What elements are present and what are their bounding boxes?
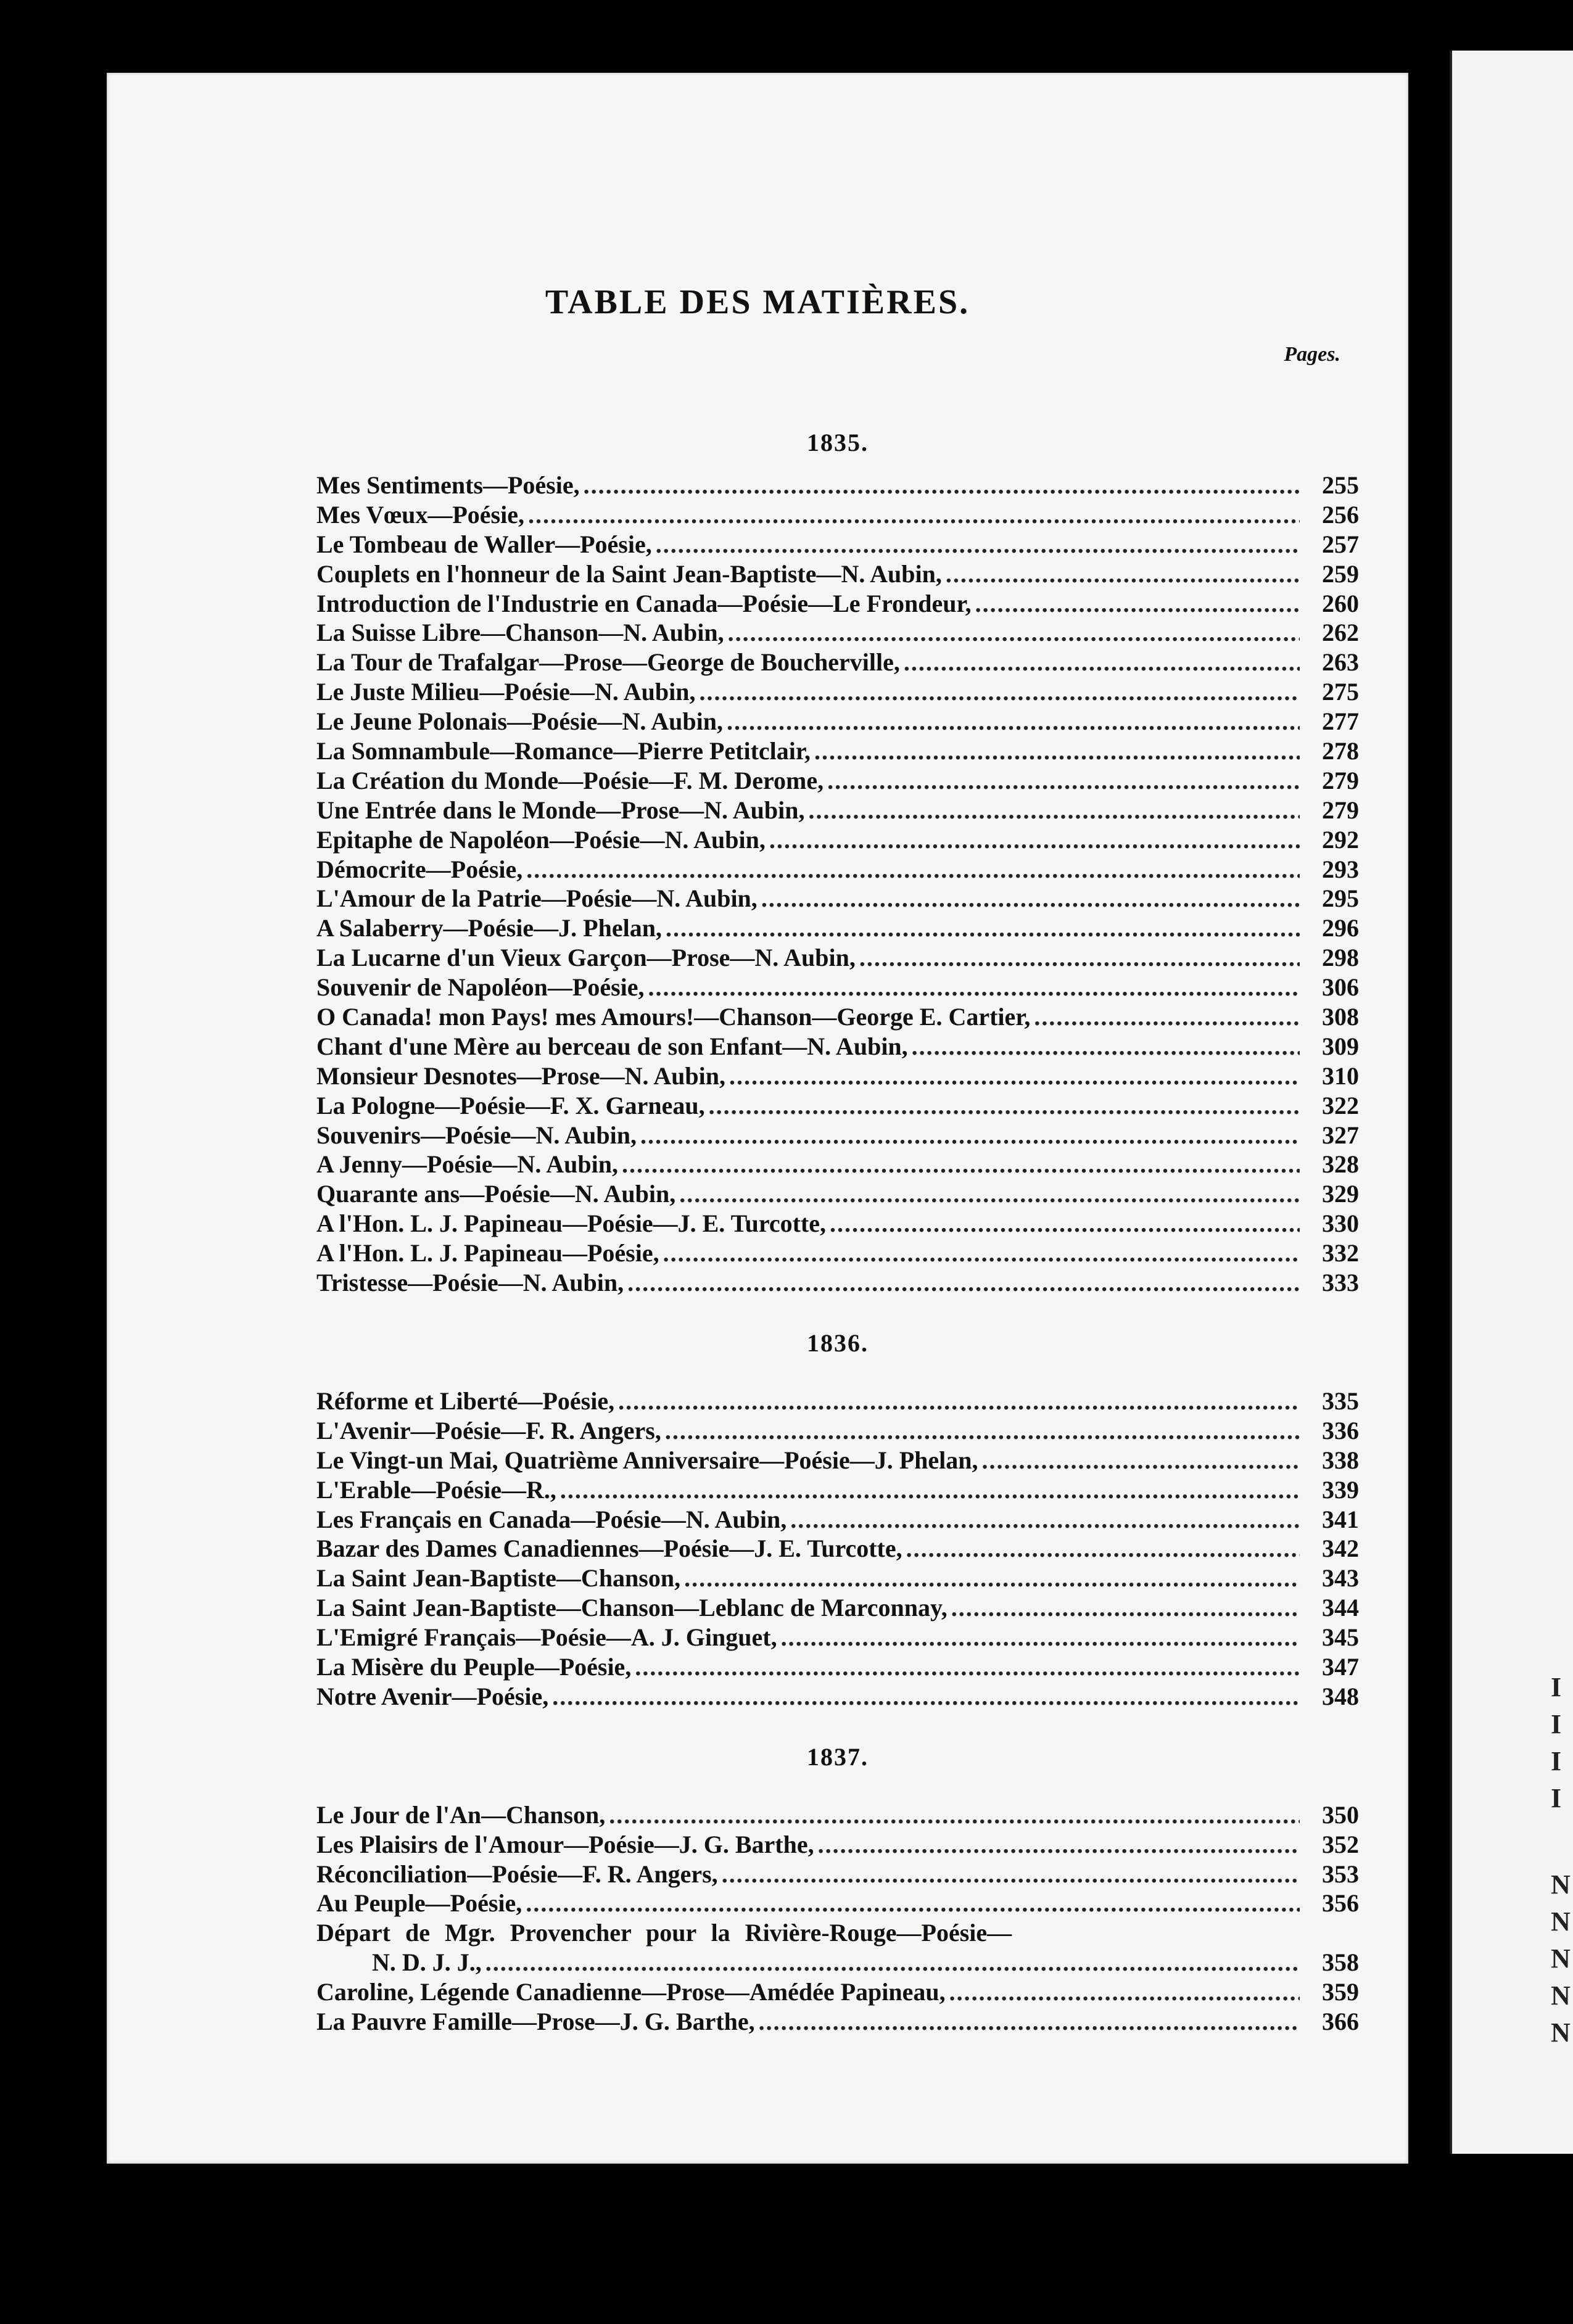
dot-leader	[627, 1268, 1300, 1298]
entry-page-number: 348	[1322, 1682, 1359, 1710]
toc-entry	[316, 1830, 1359, 1860]
entry-page-number: 330	[1322, 1209, 1359, 1238]
entry-page-number: 263	[1322, 648, 1359, 677]
entry-page-number: 339	[1322, 1475, 1359, 1504]
dot-leader	[684, 1564, 1300, 1593]
entry-title: Réforme et Liberté—Poésie,	[316, 1387, 615, 1415]
entry-title: Les Plaisirs de l'Amour—Poésie—J. G. Barthe,	[316, 1830, 814, 1858]
entry-page-number: 309	[1322, 1032, 1359, 1060]
entry-page-number: 308	[1322, 1003, 1359, 1031]
dot-leader	[781, 1623, 1300, 1652]
entry-title: Souvenir de Napoléon—Poésie,	[316, 973, 645, 1002]
dot-leader	[618, 1387, 1300, 1416]
toc-entry	[316, 471, 1359, 500]
toc-entry	[316, 1682, 1359, 1712]
dot-leader	[665, 1416, 1300, 1446]
entry-page-number: 344	[1322, 1594, 1359, 1622]
entry-page-number: 328	[1322, 1150, 1359, 1179]
dot-leader	[946, 559, 1300, 589]
entry-page-number: 277	[1322, 707, 1359, 736]
dot-leader	[552, 1682, 1300, 1712]
toc-entry	[316, 1032, 1359, 1061]
pages-column-heading: Pages.	[1284, 343, 1340, 366]
toc-entry	[316, 618, 1359, 648]
entry-page-number: 345	[1322, 1623, 1359, 1652]
entry-title-continuation: N. D. J. J.,	[372, 1948, 482, 1977]
adjacent-page-letter: I	[1551, 1672, 1562, 1702]
entry-page-number: 341	[1322, 1505, 1359, 1533]
toc-entry	[316, 1446, 1359, 1475]
entry-title: La Saint Jean-Baptiste—Chanson,	[316, 1564, 681, 1593]
entry-page-number: 329	[1322, 1180, 1359, 1208]
section-year: 1836.	[807, 1329, 869, 1357]
entry-page-number: 322	[1322, 1091, 1359, 1119]
dot-leader	[951, 1593, 1300, 1623]
entry-title: Quarante ans—Poésie—N. Aubin,	[316, 1180, 676, 1208]
entry-title: L'Emigré Français—Poésie—A. J. Ginguet,	[316, 1623, 777, 1652]
toc-entry	[316, 1623, 1359, 1652]
section-entries	[316, 1800, 1359, 2037]
entry-page-number: 343	[1322, 1564, 1359, 1593]
adjacent-page-letter: I	[1551, 1783, 1562, 1813]
adjacent-page-letter: I	[1551, 1709, 1562, 1739]
dot-leader	[906, 1534, 1300, 1564]
toc-entry	[316, 796, 1359, 825]
entry-title: Le Juste Milieu—Poésie—N. Aubin,	[316, 678, 696, 706]
dot-leader	[526, 1889, 1300, 1918]
entry-page-number: 353	[1322, 1860, 1359, 1888]
entry-title: Mes Vœux—Poésie,	[316, 500, 524, 529]
section-year: 1835.	[807, 429, 869, 456]
dot-leader	[769, 825, 1300, 855]
entry-title: Monsieur Desnotes—Prose—N. Aubin,	[316, 1061, 726, 1090]
entry-page-number: 260	[1322, 589, 1359, 617]
entry-title: Départ de Mgr. Provencher pour la Rivière-Rouge—Poésie—	[316, 1919, 1012, 1947]
entry-page-number: 279	[1322, 766, 1359, 794]
toc-entry	[316, 825, 1359, 855]
adjacent-page-letter: N	[1551, 1980, 1571, 2011]
dot-leader	[663, 1238, 1300, 1268]
dot-leader	[622, 1150, 1300, 1179]
toc-entry	[316, 707, 1359, 736]
toc-entry	[316, 2007, 1359, 2037]
dot-leader	[814, 736, 1300, 766]
dot-leader	[635, 1652, 1300, 1682]
entry-title: La Lucarne d'un Vieux Garçon—Prose—N. Aubin,	[316, 944, 856, 972]
dot-leader	[560, 1475, 1300, 1505]
dot-leader	[904, 648, 1300, 677]
toc-entry	[316, 648, 1359, 677]
toc-entry	[316, 1268, 1359, 1298]
entry-title: Le Jeune Polonais—Poésie—N. Aubin,	[316, 707, 723, 736]
entry-page-number: 306	[1322, 973, 1359, 1002]
dot-leader	[648, 973, 1300, 1002]
toc-entry	[316, 1238, 1359, 1268]
entry-title: La Pologne—Poésie—F. X. Garneau,	[316, 1091, 705, 1119]
entry-page-number: 256	[1322, 500, 1359, 529]
toc-entry	[316, 1977, 1359, 2007]
toc-entry	[316, 1889, 1359, 1918]
dot-leader	[761, 884, 1300, 913]
dot-leader	[679, 1179, 1300, 1209]
toc-entry	[316, 559, 1359, 589]
entry-title: Bazar des Dames Canadiennes—Poésie—J. E. Turcotte,	[316, 1535, 902, 1563]
entry-title: Le Vingt-un Mai, Quatrième Anniversaire—Poésie—J. Phelan,	[316, 1446, 978, 1474]
toc-entry	[316, 913, 1359, 943]
entry-page-number: 292	[1322, 825, 1359, 854]
dot-leader	[709, 1091, 1300, 1121]
entry-page-number: 275	[1322, 678, 1359, 706]
entry-page-number: 295	[1322, 884, 1359, 913]
toc-entry	[316, 1002, 1359, 1032]
entry-page-number: 278	[1322, 737, 1359, 765]
entry-title: A l'Hon. L. J. Papineau—Poésie—J. E. Turcotte,	[316, 1209, 826, 1238]
dot-leader	[528, 500, 1300, 530]
toc-entry	[316, 1150, 1359, 1179]
adjacent-page-letter: I	[1551, 1746, 1562, 1776]
section-gap	[316, 1298, 1359, 1325]
entry-title: Au Peuple—Poésie,	[316, 1889, 522, 1918]
adjacent-page-letter: N	[1551, 2017, 1571, 2048]
entry-page-number: 293	[1322, 855, 1359, 883]
toc-entry	[316, 736, 1359, 766]
entry-page-number: 327	[1322, 1121, 1359, 1149]
dot-leader	[485, 1948, 1300, 1977]
entry-page-number: 332	[1322, 1239, 1359, 1267]
toc-entry	[316, 1534, 1359, 1564]
entry-page-number: 279	[1322, 796, 1359, 824]
dot-leader	[584, 471, 1300, 500]
toc-entry	[316, 1387, 1359, 1416]
dot-leader	[809, 796, 1300, 825]
toc-entry	[316, 1416, 1359, 1446]
entry-title: Le Tombeau de Waller—Poésie,	[316, 530, 652, 558]
dot-leader	[982, 1446, 1300, 1475]
dot-leader	[699, 677, 1300, 707]
toc-entry	[316, 1918, 1359, 1948]
dot-leader	[728, 618, 1300, 648]
entry-title: L'Erable—Poésie—R.,	[316, 1475, 556, 1504]
entry-title: Notre Avenir—Poésie,	[316, 1682, 549, 1710]
toc-entry	[316, 1593, 1359, 1623]
dot-leader	[526, 855, 1300, 884]
entry-page-number: 262	[1322, 619, 1359, 647]
entry-page-number: 257	[1322, 530, 1359, 558]
entry-page-number: 350	[1322, 1800, 1359, 1829]
toc-entry	[316, 1652, 1359, 1682]
dot-leader	[912, 1032, 1300, 1061]
toc-entry	[316, 1209, 1359, 1238]
toc-entry	[316, 973, 1359, 1002]
dot-leader	[656, 530, 1300, 559]
entry-title: Réconciliation—Poésie—F. R. Angers,	[316, 1860, 718, 1888]
entry-title: L'Amour de la Patrie—Poésie—N. Aubin,	[316, 884, 758, 913]
entry-page-number: 298	[1322, 944, 1359, 972]
dot-leader	[827, 766, 1300, 796]
toc-entry	[316, 1800, 1359, 1830]
entry-title: La Pauvre Famille—Prose—J. G. Barthe,	[316, 2007, 755, 2035]
entry-title: Une Entrée dans le Monde—Prose—N. Aubin,	[316, 796, 805, 824]
dot-leader	[640, 1121, 1300, 1150]
toc-entry	[316, 677, 1359, 707]
entry-page-number: 335	[1322, 1387, 1359, 1415]
entry-page-number: 347	[1322, 1652, 1359, 1681]
dot-leader	[722, 1860, 1300, 1889]
entry-title: Souvenirs—Poésie—N. Aubin,	[316, 1121, 637, 1149]
entry-title: La Tour de Trafalgar—Prose—George de Boucherville,	[316, 648, 900, 677]
toc-entry	[316, 500, 1359, 530]
entry-title: Couplets en l'honneur de la Saint Jean-Baptiste—N. Aubin,	[316, 559, 942, 588]
dot-leader	[727, 707, 1300, 736]
dot-leader	[830, 1209, 1300, 1238]
dot-leader	[859, 943, 1300, 973]
dot-leader	[949, 1977, 1300, 2007]
adjacent-page-letter: N	[1551, 1906, 1571, 1937]
toc-entry	[316, 1091, 1359, 1121]
entry-title: A l'Hon. L. J. Papineau—Poésie,	[316, 1239, 659, 1267]
toc-entry	[316, 1061, 1359, 1091]
dot-leader	[975, 589, 1300, 619]
toc-entry-continuation	[316, 1948, 1359, 1977]
entry-page-number: 296	[1322, 914, 1359, 942]
section-entries	[316, 1387, 1359, 1712]
entry-title: La Suisse Libre—Chanson—N. Aubin,	[316, 619, 724, 647]
entry-title: A Salaberry—Poésie—J. Phelan,	[316, 914, 662, 942]
entry-page-number: 255	[1322, 471, 1359, 499]
section-year: 1837.	[807, 1742, 869, 1771]
dot-leader	[1034, 1002, 1300, 1032]
entry-title: Les Français en Canada—Poésie—N. Aubin,	[316, 1505, 787, 1533]
entry-title: Tristesse—Poésie—N. Aubin,	[316, 1269, 624, 1297]
dot-leader	[666, 913, 1300, 943]
page-title: TABLE DES MATIÈRES.	[545, 283, 970, 321]
dot-leader	[759, 2007, 1300, 2037]
entry-page-number: 310	[1322, 1061, 1359, 1090]
section-gap	[316, 1712, 1359, 1739]
entry-title: Introduction de l'Industrie en Canada—Poésie—Le Frondeur,	[316, 589, 972, 617]
section-entries	[316, 471, 1359, 1298]
entry-title: O Canada! mon Pays! mes Amours!—Chanson—George E. Cartier,	[316, 1003, 1031, 1031]
toc-entry	[316, 884, 1359, 913]
dot-leader	[818, 1830, 1300, 1860]
toc-entry	[316, 855, 1359, 884]
entry-page-number: 342	[1322, 1535, 1359, 1563]
toc-entry	[316, 1564, 1359, 1593]
entry-title: L'Avenir—Poésie—F. R. Angers,	[316, 1416, 661, 1444]
toc-entry	[316, 1121, 1359, 1150]
book-page	[107, 73, 1408, 2164]
toc-entry	[316, 530, 1359, 559]
dot-leader	[790, 1505, 1300, 1535]
entry-page-number: 259	[1322, 559, 1359, 588]
entry-title: Caroline, Légende Canadienne—Prose—Amédée Papineau,	[316, 1978, 946, 2006]
entry-title: La Saint Jean-Baptiste—Chanson—Leblanc de Marconnay,	[316, 1594, 948, 1622]
entry-title: Le Jour de l'An—Chanson,	[316, 1800, 606, 1829]
toc-entry	[316, 1505, 1359, 1535]
entry-title: Démocrite—Poésie,	[316, 855, 523, 883]
entry-title: Chant d'une Mère au berceau de son Enfant—N. Aubin,	[316, 1032, 908, 1060]
entry-title: La Création du Monde—Poésie—F. M. Derome,	[316, 766, 824, 794]
entry-page-number: 356	[1322, 1889, 1359, 1918]
entry-page-number: 359	[1322, 1978, 1359, 2006]
entry-title: A Jenny—Poésie—N. Aubin,	[316, 1150, 618, 1179]
entry-page-number: 338	[1322, 1446, 1359, 1474]
toc-entry	[316, 589, 1359, 619]
table-of-contents	[316, 427, 1359, 2037]
toc-entry	[316, 766, 1359, 796]
adjacent-page-edge	[1450, 51, 1573, 2154]
toc-entry	[316, 1860, 1359, 1889]
toc-entry	[316, 1179, 1359, 1209]
entry-page-number: 366	[1322, 2007, 1359, 2035]
dot-leader	[609, 1800, 1300, 1830]
entry-page-number: 336	[1322, 1416, 1359, 1444]
entry-page-number: 352	[1322, 1830, 1359, 1858]
entry-page-number: 358	[1322, 1948, 1359, 1977]
toc-entry	[316, 1475, 1359, 1505]
dot-leader	[729, 1061, 1300, 1091]
entry-title: La Misère du Peuple—Poésie,	[316, 1652, 632, 1681]
entry-title: Epitaphe de Napoléon—Poésie—N. Aubin,	[316, 825, 766, 854]
entry-title: La Somnambule—Romance—Pierre Petitclair,	[316, 737, 811, 765]
entry-title: Mes Sentiments—Poésie,	[316, 471, 580, 499]
toc-entry	[316, 943, 1359, 973]
adjacent-page-letter: N	[1551, 1943, 1571, 1974]
adjacent-page-letter: N	[1551, 1869, 1571, 1900]
entry-page-number: 333	[1322, 1269, 1359, 1297]
